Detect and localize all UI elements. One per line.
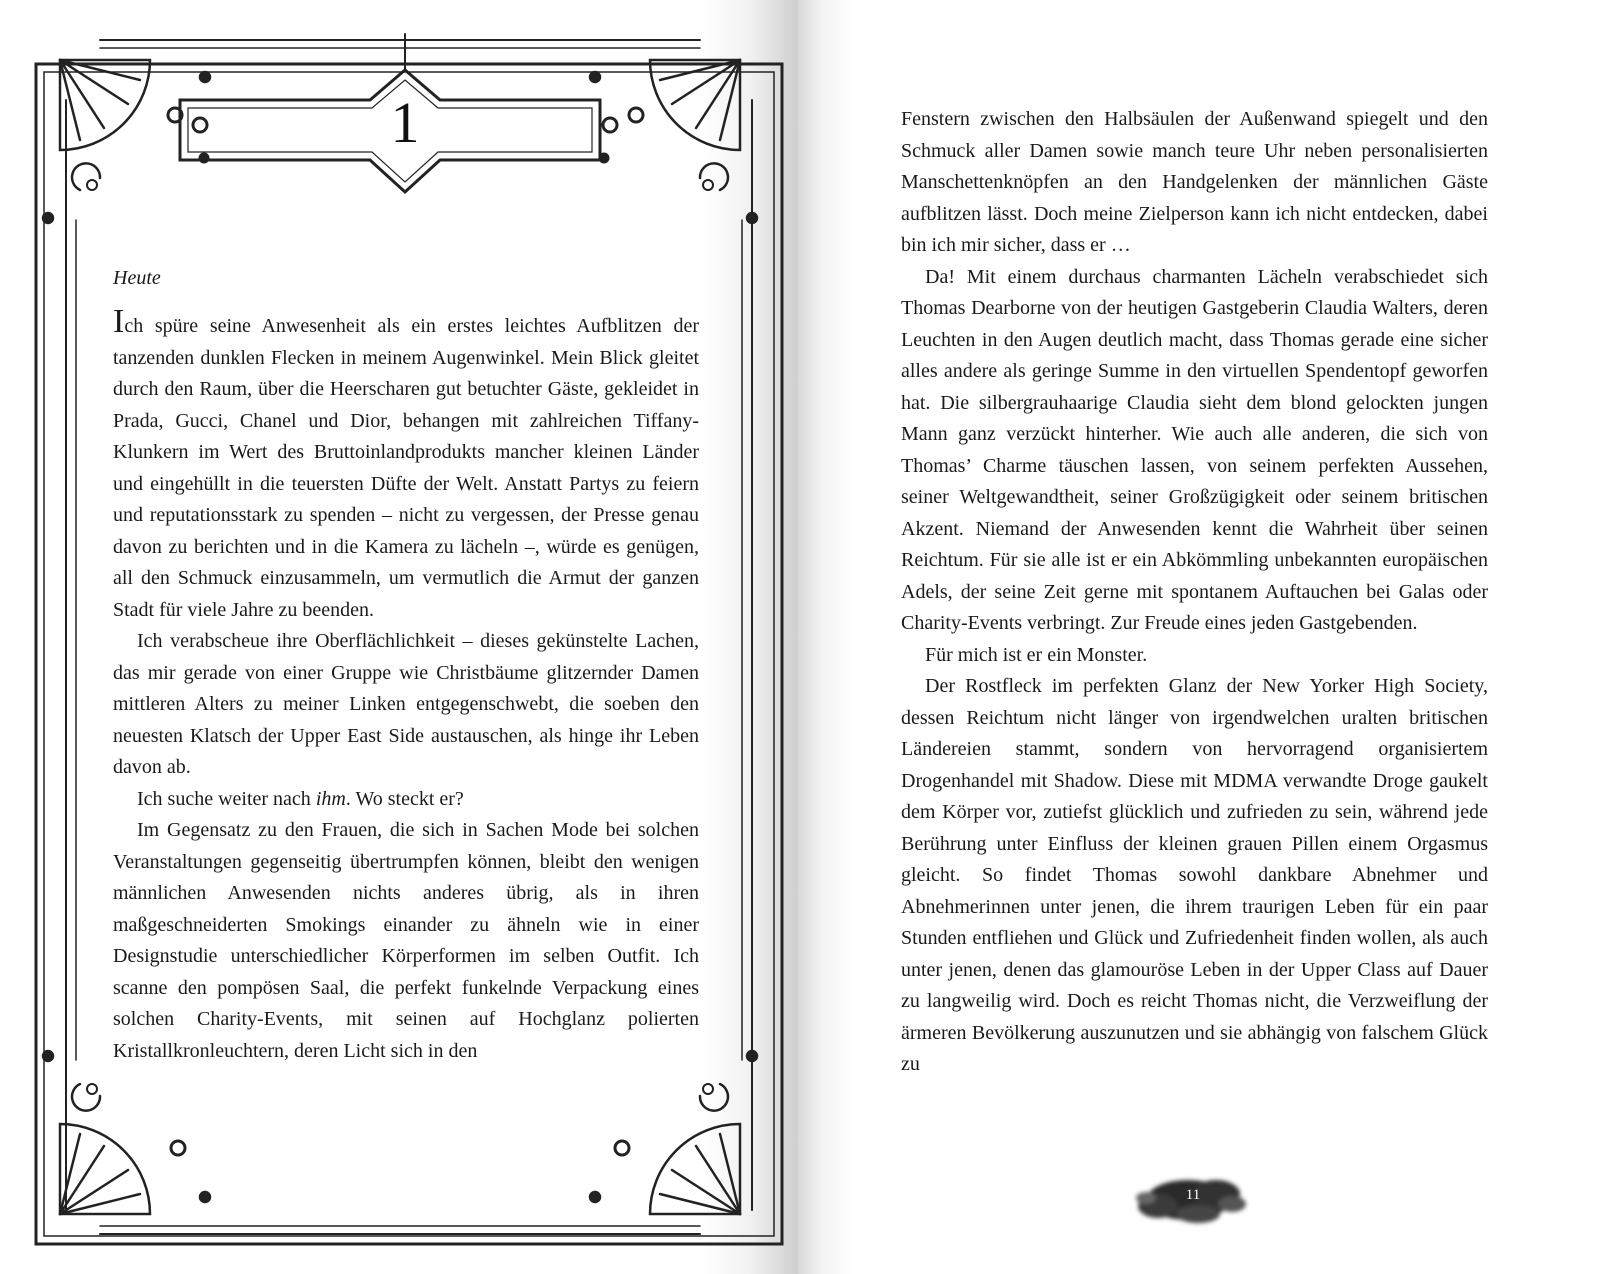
paragraph: Im Gegensatz zu den Frauen, die sich in Sachen Mode bei solchen Veranstaltungen gegenseitig übertrumpfen können, bleibt den wenigen männlichen Anwesenden nichts anderes übrig, als in ihren maßgeschneiderten Smokings einander zu ähneln wie in einer Designstudie unterschiedlicher Körperformen im selben Outfit. Ich scanne den pompösen Saal, die perfekt funkelnde Verpackung eines solchen Charity-Events, mit seinen auf Hochglanz polierten Kristallkronleuchtern, deren Licht sich in den bbox=[113, 819, 699, 1062]
right-page bbox=[798, 0, 1600, 1274]
paragraph: Für mich ist er ein Monster. bbox=[925, 643, 1148, 666]
page-number-badge bbox=[1128, 1170, 1258, 1230]
right-page-text bbox=[901, 104, 1488, 1081]
paragraph: Da! Mit einem durchaus charmanten Lächeln verabschiedet sich Thomas Dearborne von der heutigen Gastgeberin Claudia Walters, deren Leuchten in den Augen deutlich macht, dass Thomas gerade eine sicher alles andere als geringe Summe in den virtuellen Spendentopf geworfen hat. Die silbergrauhaarige Claudia sieht dem blond gelockten jungen Mann ganz verzückt hinterher. Wie auch alle anderen, die sich von Thomas’ Charme täuschen lassen, von seinem perfekten Aussehen, seiner Weltgewandtheit, seiner Großzügigkeit oder seinem britischen Akzent. Niemand der Anwesenden kennt die Wahrheit über seinen Reichtum. Für sie alle ist er ein Abkömmling unbekannten europäischen Adels, der seine Zeit gerne mit spontanem Auftauchen bei Galas oder Charity-Events verbringt. Zur Freude eines jeden Gastgebenden. bbox=[901, 265, 1488, 634]
paragraph: Ich verabscheue ihre Oberflächlichkeit – dieses gekünstelte Lachen, das mir gerade von einer Gruppe wie Christbäume glitzernder Damen mittleren Alters zu meiner Linken entgegenschwebt, die soeben den neuesten Klatsch der Upper East Side austauschen, als hinge ihr Leben davon ab. bbox=[113, 630, 699, 778]
chapter-number: 1 bbox=[390, 90, 420, 155]
emphasis-text: ihm bbox=[315, 787, 346, 810]
left-page-text bbox=[113, 303, 699, 1067]
left-page bbox=[0, 0, 798, 1274]
paragraph bbox=[113, 303, 699, 626]
paragraph-text: . Wo steckt er? bbox=[345, 787, 464, 810]
page-number: 11 bbox=[1185, 1187, 1201, 1203]
paragraph-text: Ich suche weiter nach bbox=[137, 787, 316, 810]
paragraph: Fenstern zwischen den Halbsäulen der Außenwand spiegelt und den Schmuck aller Damen sowie manch teure Uhr neben personalisierten Manschettenknöpfen an den Handgelenken der männlichen Gäste aufblitzen lässt. Doch meine Zielperson kann ich nicht entdecken, dabei bin ich mir sicher, dass er … bbox=[901, 108, 1488, 256]
chapter-label: Heute bbox=[113, 267, 161, 289]
paragraph: Der Rostfleck im perfekten Glanz der New Yorker High Society, dessen Reichtum nicht länger von irgendwelchen uralten britischen Ländereien stammt, sondern von hervorragend organisiertem Drogenhandel mit Shadow. Diese mit MDMA verwandte Droge gaukelt dem Körper vor, zutiefst glücklich und zufrieden zu sein, während jede Berührung unter Einfluss der kleinen grauen Pillen einem Orgasmus gleicht. So findet Thomas sowohl dankbare Abnehmer und Abnehmerinnen unter jenen, die ihrem traurigen Leben für ein paar Stunden entfliehen und Glück und Zufriedenheit finden wollen, als auch unter jenen, denen das glamouröse Leben in der Upper Class auf Dauer zu langweilig wird. Doch es reicht Thomas nicht, die Verzweiflung der ärmeren Bevölkerung auszunutzen und sie abhängig von falschem Glück zu bbox=[901, 675, 1488, 1075]
paragraph-text: ch spüre seine Anwesenheit als ein erstes leichtes Aufblitzen der tanzenden dunklen Flecken in meinem Augenwinkel. Mein Blick gleitet durch den Raum, über die Heerscharen gut betuchter Gäste, gekleidet in Prada, Gucci, Chanel und Dior, behangen mit zahlreichen Tiffany-Klunkern im Wert des Bruttoinlandprodukts mancher kleinen Länder und eingehüllt in die teuersten Düfte der Welt. Anstatt Partys zu feiern und reputationsstark zu spenden – nicht zu vergessen, der Presse genau davon zu berichten und in die Kamera zu lächeln –, würde es genügen, all den Schmuck einzusammeln, um vermutlich die Armut der ganzen Stadt für viele Jahre zu beenden. bbox=[113, 315, 699, 621]
paragraph bbox=[113, 784, 699, 816]
drop-initial: I bbox=[113, 303, 125, 340]
